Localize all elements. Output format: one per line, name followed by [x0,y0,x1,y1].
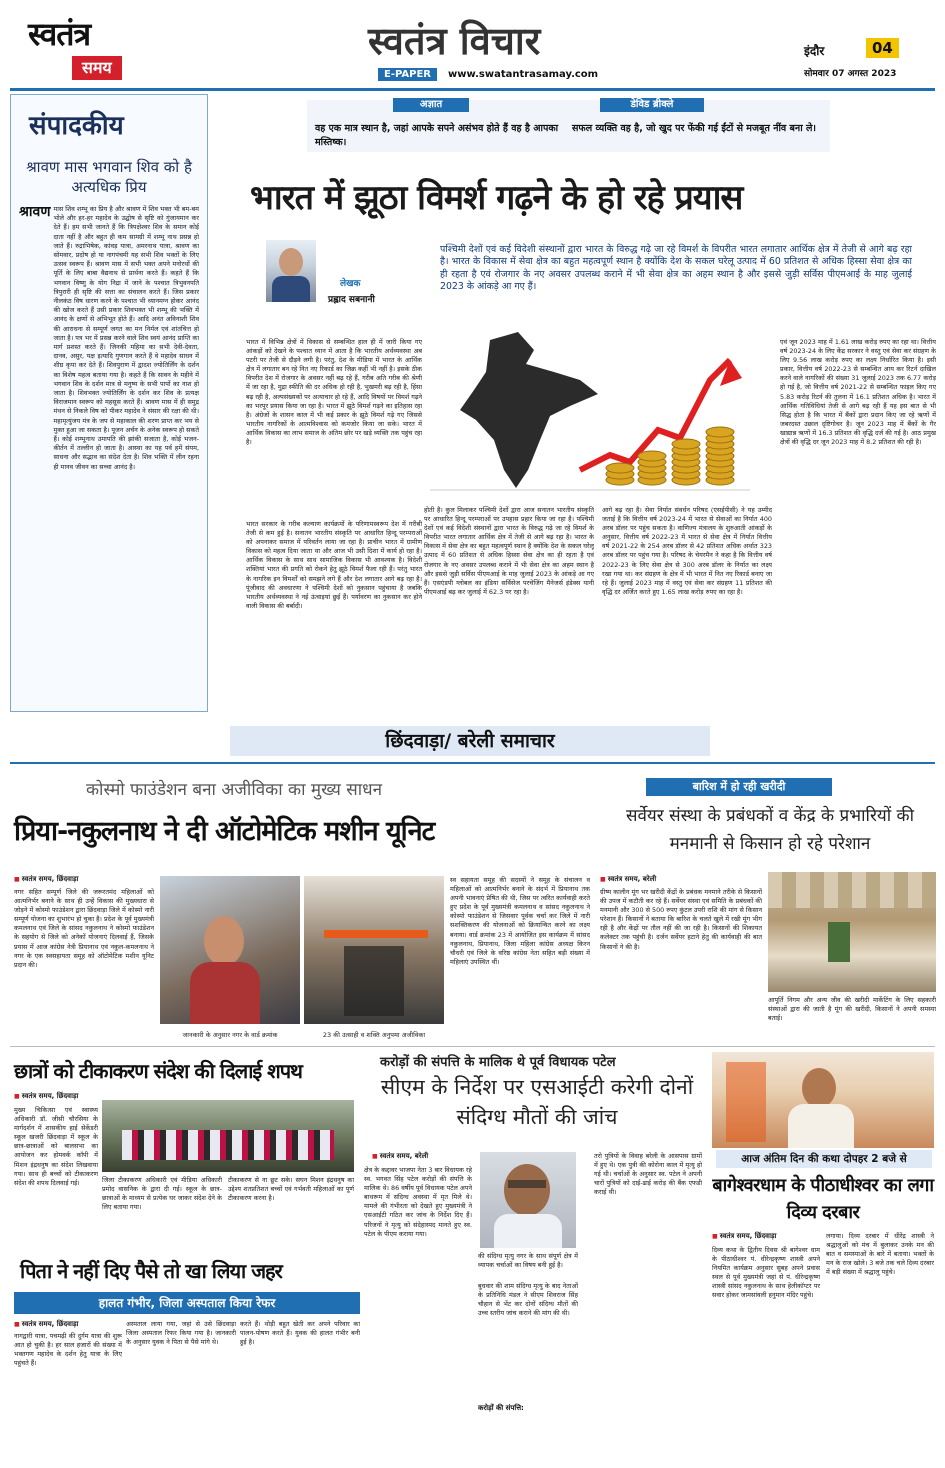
editorial-dropcap: श्रावण [19,205,51,220]
story2-text: ग्रीष्म कालीन मूंग भर खरीदी केंद्रों के प्रबंधक मनमाने तरीके से किसानों की उपज में कटौती कर रहे हैं। सर्वेयर संस्था एवं समिति के प्रबंधकों की मनमानी और 300 से 500 रुपए कुंटल उपरी राशि की मांग से किसान परेशान हैं। किसानों ने बताया कि बारिश के चलते खुले में रखी मूंग भीग रही है और केंद्रों पर तौल नहीं की जा रही है। किसानों की शिकायत कलेक्टर तक पहुंची है। दर्जन सर्वेयर हटाने हेतु की कार्यवाही की बात किसानों ने की है। [600,888,762,951]
masthead-title: स्वतंत्र विचार [368,19,541,63]
author-label: लेखक [340,279,361,289]
main-col-1: भारत में विभिन्न क्षेत्रों में विकास से सम्बन्धित हाल ही में जारी किया गए आंकड़ों को देखने के पश्चात ध्यान में आता है कि भारतीय अर्थव्यवस्था अब पटरी पर तेजी से दौड़ने लगी है। परंतु, देश के मीडिया में भारत के आर्थिक क्षेत्र में लगातार बन रहे नित नए रिकार्ड का जिक्र कहीं भी नहीं है। इसके ठीक विपरीत देश में रोजगार के अवसर नहीं बढ़ रहे हैं, गरीब अति गरीब की श्रेणी में जा रहा है, मुद्रा स्फीति की दर अधिक हो रही है, भुखमरी बढ़ रही है, हिंसा बढ़ रही है, अल्पसंख्यकों पर अत्याचार हो रहे हैं, आदि विषयों पर विमर्श गढ़ने का भरपूर प्रयास किया जा रहा है। भारत में झूठे विमर्श गढ़ने का इतिहास रहा है। अंग्रेजों के शासन काल में भी कई प्रकार के झूठे विमर्श गढ़े गए जिससे भारतीय नागरिकों के आत्मविश्वास को कमजोर किया जा सके। भारत में आर्थिक विकास का लाभ समाज के अंतिम छोर पर खड़े व्यक्ति तक पहुंच रहा है। [246,338,422,447]
section-rule [10,762,935,764]
story1-byline: ■ स्वतंत्र समय, छिंदवाड़ा [14,875,78,884]
story1-photo-2 [304,876,444,1024]
quote-text-1: वह एक मात्र स्थान है, जहां आपके सपने असंभव होते हैं वह है आपका मस्तिष्क। [315,123,559,148]
story5-photo [712,1052,934,1148]
story6-col-1: नागद्वारी यात्रा, पचमढ़ी की दुर्गम यात्रा की शुरू आत हो चुकी है। हर साल हजारों की संख्या में भक्तगण महादेव के दर्शन हेतु यात्रा के लिए पहुंचते हैं। [14,1332,122,1368]
main-col-2: भारत सरकार के गरीब कल्याण कार्यक्रमों के परिणामस्वरूप देश में गरीबी तेजी से कम हुई है। सनातन भारतीय संस्कृति पर आधारित हिन्दू परम्पराओं को अपनाकर समाज में परिवर्तन लाया जा रहा है। प्राचीन भारत में ग्रामीण विकास को महत्व दिया जाता था और आज भी उसी दिशा में कार्य हो रहा है। आर्थिक विकास के साथ साथ सामाजिक विकास भी आवश्यक है। विदेशी शक्तियां भारत की प्रगति को रोकने हेतु झूठे विमर्श फैला रही हैं। परंतु भारत के नागरिक इन विमर्शों को समझने लगे हैं और देश लगातार आगे बढ़ रहा है। पूंजीवाद की अवधारणा ने पश्चिमी देशों को नुकसान पहुंचाया है जबकि भारतीय अर्थव्यवस्था ने नई ऊंचाइयां छुई हैं। पर्यावरण का नुकसान कर होने वाली विकास की बर्बादी। [246,520,422,710]
story2-byline: ■ स्वतंत्र समय, बरेली [600,875,656,884]
story4-col-2: बुधवार की शाम संदिग्ध मृत्यु के बाद नेताओं के प्रतिनिधि मंडल ने सीएम शिवराज सिंह चौहान से भेंट कर दोनों संदिग्ध मौतों की उच्च स्तरीय जांच कराने की मांग की थी। [478,1282,578,1318]
story1-kicker: कोस्मो फाउंडेशन बना अजीविका का मुख्य साधन [86,780,383,800]
row-divider [10,1046,935,1047]
author-photo [266,240,316,302]
quote-author-1: अज्ञात [393,98,469,112]
edition-date: सोमवार 07 अगस्त 2023 [804,69,897,79]
quote-author-2: डेविड ब्रीक्ले [600,98,704,112]
editorial-box [10,94,208,712]
main-col-4: आगे बढ़ रहा है। सेवा निर्यात संवर्धन परिषद (एसईपीसी) ने यह उम्मीद जताई है कि वित्तीय वर्ष 2023-24 में भारत से सेवाओं का निर्यात 400 अरब डॉलर पर पहुंच सकता है। वाणिज्य मंत्रालय के शुरुआती आंकड़ों के अनुसार, वित्तीय वर्ष 2022-23 में भारत से सेवा क्षेत्र में निर्यात वित्तीय वर्ष 2021-22 के 254 अरब डॉलर से 42 प्रतिशत अधिक अर्थात 323 अरब डॉलर पर पहुंच गया है। परिषद के चेयरमैन ने कहा है कि वित्तीय वर्ष 2022-23 के लिए सेवा क्षेत्र से 300 अरब डॉलर के निर्यात का लक्ष्य रखा गया था। कर संग्रहण के क्षेत्र में भी भारत में नित नए रिकार्ड बनाए जा रहे हैं। जुलाई 2023 माह में वस्तु एवं सेवा कर संग्रहण 11 प्रतिशत की वृद्धि दर अर्जित करते हुए 1.65 लाख करोड़ रुपए का रहा है। [602,506,772,596]
story4-headline: सीएम के निर्देश पर एसआईटी करेगी दोनों संदिग्ध मौतों की जांच [380,1075,694,1129]
edition-city: इंदौर [804,44,825,58]
website-link[interactable]: www.swatantrasamay.com [448,69,599,80]
story1-caption-2: 23 की उत्साही व शक्ति अनुपमा अजीविका [322,1031,426,1039]
story5-col-2: लगाया। दिव्य दरबार में धीरेंद्र शास्त्री ने श्रद्धालुओं को मंच में बुलाकर उनके मन की बात व समस्याओं के बारे में बताया। भक्तों के मन के राज खोले। 3 बजे तक चले दिव्य दरबार में बड़ी संख्या में श्रद्धालु पहुंचे। [826,1232,934,1277]
editorial-body [19,205,199,725]
story4-photo-caption: की संदिग्ध मृत्यु नगर के साथ संपूर्ण क्षेत्र में व्यापक चर्चाओं का विषय बनी हुई है। [478,1252,578,1270]
story4-photo [480,1152,576,1248]
story6-subhead: हालत गंभीर, जिला अस्पताल किया रेफर [98,1296,276,1310]
story3-headline: छात्रों को टीकाकरण संदेश की दिलाई शपथ [14,1059,302,1083]
story5-headline: बागेश्वरधाम के पीठाधीश्वर का लगा दिव्य दरबार [712,1175,934,1223]
story4-col3-label: करोड़ों की संपत्ति: [478,1404,524,1412]
story5-tab: आज अंतिम दिन की कथा दोपहर 2 बजे से [716,1150,932,1168]
story3-byline: ■ स्वतंत्र समय, छिंदवाड़ा [14,1092,78,1101]
story6-col-3: करते हैं। थोड़ी बहुत खेती कर अपने परिवार का पालन-पोषण करते हैं। युवक की हालत गंभीर बनी हुई है। [240,1320,360,1347]
story6-col-2: अस्पताल लाया गया, जहां से उसे छिंदवाड़ा जिला अस्पताल रिफर किया गया है। जानकारी के अनुसार युवक ने पिता से पैसे मांगे थे। [126,1320,236,1347]
section-bar [230,726,710,756]
main-deck: पश्चिमी देशों एवं कई विदेशी संस्थानों द्वारा भारत के विरुद्ध गढ़े जा रहे विमर्श के विपरीत भारत लगातार आर्थिक क्षेत्र में तेजी से आगे बढ़ रहा है। भारत के विकास में सेवा क्षेत्र का बहुत महत्वपूर्ण स्थान है क्योंकि देश के सकल घरेलू उत्पाद में 60 प्रतिशत से अधिक हिस्सा सेवा क्षेत्र का ही रहता है एवं रोजगार के नए अवसर उपलब्ध कराने में भी सेवा क्षेत्र का अहम स्थान है और इससे जुड़ी सर्विस पीएमआई के माह जुलाई 2023 के आंकड़े आ गए हैं। [440,244,912,293]
quote-box-2 [566,100,830,152]
story3-col-3: टीकाकरण से ना छूट सके। सघन मिशन इंद्रधनुष का उद्देश्य शतप्रतिशत बच्चों एवं गर्भवती महिलाओं का पूर्ण टीकाकरण करना है। [228,1176,354,1203]
story4-col-1: क्षेत्र के कद्दावर भाजपा नेता 3 बार विधायक रहे स्व. भगवत सिंह पटेल करोड़ों की संपत्ति के मालिक थे। 86 वर्षीय पूर्व विधायक पटेल अपने बाथरूम में संदिग्ध अवस्था में मृत मिले थे। मामले की गंभीरता को देखते हुए मुख्यमंत्री ने एसआईटी गठित कर जांच के निर्देश दिए हैं। परिजनों ने मृत्यु को संदेहास्पद मानते हुए स्व. पटेल के पीएम कराया गया। [364,1166,472,1238]
logo-bottom: समय [72,56,122,80]
page-number: 04 [866,38,899,58]
story1-caption-1: जानकारी के अनुसार नगर के वार्ड क्रमांक [182,1031,278,1039]
story5-col-1: दिव्य कथा के द्वितीय दिवस श्री बागेश्वर धाम के पीठाधीश्वर पं. धीरेन्द्रकृष्ण शास्त्री अपने नियमित कार्यक्रम अनुसार सुबह अपने प्रवास स्थल से पूर्व मुख्यमंत्री जहां से पं. धीरेन्द्रकृष्ण शास्त्री सांसद नकुलनाथ के साथ हेलीकॉप्टर पर सवार होकर जामसांवली हनुमान मंदिर पहुंचे। [712,1246,820,1300]
story2-headline: सर्वेयर संस्था के प्रबंधकों व केंद्र के प्रभारियों की मनमानी से किसान हो रहे परेशान [625,806,915,854]
story3-col-1: मुख्य चिकित्सा एवं स्वास्थ्य अधिकारी डॉ. जीसी चौरसिया के मार्गदर्शन में शासकीय हाई सेकेंडरी स्कूल खजरी छिंदवाड़ा में स्कूल के छात्र-छात्राओं को बालसभा का आयोजन कर होमवर्क कॉपी में मिशन इंद्रधनुष का संदेश लिखवाया गया। साथ ही बच्चों को टीकाकरण संदेश की शपथ दिलवाई गई। [14,1106,98,1187]
story2-photo [768,872,936,992]
main-col-5: एवं जून 2023 माह में 1.61 लाख करोड़ रुपए का रहा था। वित्तीय वर्ष 2023-24 के लिए केंद्र सरकार ने वस्तु एवं सेवा कर संग्रहण के लिए 9.56 लाख करोड़ रुपए का लक्ष्य निर्धारित किया है। इसी प्रकार, वित्तीय वर्ष 2022-23 से सम्बन्धित आय कर रिटर्न दाखिल करने वाले नागरिकों की संख्या 31 जुलाई 2023 तक 6.77 करोड़ हो गई है, जो वित्तीय वर्ष 2021-22 से सम्बन्धित फाइल किए गए 5.83 करोड़ रिटर्न की तुलना में 16.1 प्रतिशत अधिक है। भारत में आर्थिक गतिविधियां तेजी से आगे बढ़ रही हैं यह इस बात से भी सिद्ध होता है कि भारत में बैंकों द्वारा प्रदान किए जा रहे ऋणों में जबरदस्त उछाल दृष्टिगोचर है। जून 2023 माह में बैंकों के गैर खाद्यान्न ऋणों में 16.3 प्रतिशत की वृद्धि दर्ज की गई है। आठ प्रमुख क्षेत्रों की वृद्धि दर जून 2023 माह में 8.2 प्रतिशत की रही है। [780,338,936,447]
logo-top: स्वतंत्र [28,15,91,53]
story6-subhead-bar [14,1292,360,1314]
story1-col-1: नगर सहित सम्पूर्ण जिले की जरूरतमंद महिलाओं को आत्मनिर्भर बनाने के साथ ही उन्हें विकास की मुख्यधारा से जोड़ने में कोस्मो फाउंडेशन द्वारा छिंदवाड़ा जिले में कोस्मो नारी सम्पूर्ण योजना का शुभारंभ हो चुका है। प्रदेश के पूर्व मुख्यमंत्री कमलनाथ एवं जिले के सांसद नकुलनाथ ने कोस्मो फाउंडेशन के सहयोग से जिले को अनेकों योजनाएं दिलवाई हैं, जिसके प्रयास में आज कांग्रेस नेत्री प्रियानाथ एवं नकुल-कमलनाथ ने नगर के एक स्वसहायता समूह को ऑटोमेटिक मशीन यूनिट प्रदान की। [14,888,154,969]
story4-col-3: तरो पुत्रियों के विवाह बरेली के आसपास ग्रामों में हुए थे। एक पुत्री की कोरोना काल में मृत्यु हो गई थी। चर्चाओं के अनुसार स्व. पटेल ने अपनी चारों पुत्रियों को दाई-ढाई करोड़ की बैंक एफडी कराई थी। [594,1152,702,1197]
india-growth-graphic [430,320,750,502]
main-headline: भारत में झूठा विमर्श गढ़ने के हो रहे प्रयास [250,178,743,218]
story4-byline: ■ स्वतंत्र समय, बरेली [372,1152,428,1161]
author-name: प्रह्लाद सबनानी [328,295,375,305]
editorial-text: मास शिव शम्भू का प्रिय है और श्रावण में शिव भक्त भी बम-बम भोले और हर-हर महादेव के उद्घोष से सृष्टि को गुंजायमान कर देते हैं। हम सभी जानते हैं कि त्रिपक्षेश्वर शिव के समान कोई दाता नहीं है और बहुत ही कम सामग्री में शम्भू नाथ प्रसन्न हो जाते हैं। रुद्राभिषेक, कांवड़ यात्रा, अमरनाथ यात्रा, श्रावण का सोमवार, प्रदोष हो या नागपंचमी यह सभी शिव भक्तों के लिए उत्सव स्वरूप हैं। श्रावण मास में सभी भक्त अपने मनोरथों की पूर्ति के लिए बाबा वैद्यनाथ से प्रार्थना करते हैं। कहते हैं कि भगवान विष्णु के योग निद्रा में जाने के पश्चात त्रिभुवनपति त्रिपुरारी ही सृष्टि की सत्ता का संचालन करते हैं। जिस प्रकार नीलकंठ विष धारण करने के पश्चात भी ध्यानमग्न होकर आनंद की खोज करते हैं उसी प्रकार शिवभक्त भी शम्भू की भक्ति में आनंद के क्षणों से अभिभूत होते हैं। आदि अनंत अविनाशी शिव की आराधना से सम्पूर्ण जगत का मन निर्मल एवं शांतचित्त हो जाता है। पत्र भर में प्रसन्न करने वाले शिव स्वयं आनंद प्राप्ति का मार्ग प्रशस्त करते हैं। जिनकी महिमा का सभी देवी-देवता, दानव, असुर, यक्ष इत्यादि गुणगान करते हैं वे महादेव साधन में शीघ्र कृपा कर देते हैं। शिवपुराण में द्वादश ज्योतिर्लिंग के दर्शन का विशेष महत्व बताया गया है। कहते हैं कि सावन के महीने में भगवान शिव के दर्शन मात्र से मनुष्य के सभी पापों का नाश हो जाता है। शिवभक्त ज्योतिर्लिंग के दर्शन कर शिव के प्रत्यक्ष विराजमान स्वरूप को महसूस करते हैं। श्रावण मास में ही समुद्र मंथन से निकले विष को पीकर महादेव ने संसार की रक्षा की थी। महामृत्युंजय मंत्र के जप से महाकाल की शरण प्राप्त कर भय से मुक्त हुआ जा सकता है। पूजन अर्चन के अनेक स्वरूप हो सकते हैं। कोई शम्भूनाथ उमापति की झांकी सजाता है, कोई भजन-कीर्तन में तल्लीन हो जाता है। आस्था का यह पर्व हमें संयम, साधना और सद्भाव का संदेश देता है। शिव भक्ति में लीन रहना ही मानव जीवन का सच्चा आनंद है। [53,205,199,471]
editorial-label: संपादकीय [29,111,124,141]
story6-byline: ■ स्वतंत्र समय, छिंदवाड़ा [14,1320,78,1329]
quote-box-1 [307,100,577,152]
story1-photo-1 [160,876,300,1024]
india-map-chart-illustration [430,320,750,502]
masthead-rule [10,88,935,91]
story2-caption: आपूर्ति निगम और अन्य जीव की खरीदी मार्केटिंग के लिए सहकारी संस्थाओं द्वारा की जाती है मूंग की खरीदी, किसानों ने अपनी समस्या बताई। [768,996,936,1023]
editorial-headline: श्रावण मास भगवान शिव को है अत्यधिक प्रिय [26,158,192,196]
section-bar-title: छिंदवाड़ा/ बरेली समाचार [385,730,555,752]
story1-col-2: स्व सहायता समूह की सदस्यों ने समूह के संचालन व महिलाओं को आत्मनिर्भर बनाने के संदर्भ में प्रियानाथ तक अपनी भावनाएं प्रेषित की थी, जिस पर त्वरित कार्यवाही करते हुए प्रदेश के पूर्व मुख्यमंत्री कमलनाथ व सांसद नकुलनाथ ने कोस्मो फाउंडेशन से जिसवार पूर्वक चर्चा कर जिले में नारी सशक्तिकरण की योजनाओं को क्रियान्वित करने का लक्ष्य बनाया। वार्ड क्रमांक 23 में आयोजित इस कार्यक्रम में सांसद नकुलनाथ, प्रियानाथ, जिला महिला कांग्रेस अध्यक्ष किरन चौधरी एवं जिले के वरिष्ठ कांग्रेस नेता सहित बड़ी संख्या में महिलाएं उपस्थित थीं। [450,876,590,966]
quote-text-2: सफल व्यक्ति वह है, जो खुद पर फेंकी गई ईंटों से मजबूत नींव बना ले। [572,123,817,134]
story5-byline: ■ स्वतंत्र समय, छिंदवाड़ा [712,1232,776,1241]
story4-kicker: करोड़ों की संपत्ति के मालिक थे पूर्व विधायक पटेल [380,1055,616,1070]
story1-headline: प्रिया-नकुलनाथ ने दी ऑटोमेटिक मशीन यूनिट [14,816,435,847]
epaper-label: E-PAPER [378,68,437,81]
story2-tab: बारिश में हो रही खरीदी [646,778,832,796]
main-col-3: होती है। कुल मिलाकर पश्चिमी देशों द्वारा आज सनातन भारतीय संस्कृति पर आधारित हिन्दू परम्पराओं पर उपहास प्रहार किया जा रहा है। पश्चिमी देशों एवं कई विदेशी संस्थानों द्वारा भारत के विरुद्ध गढ़े जा रहे विमर्श के विपरीत भारत लगातार आर्थिक क्षेत्र में तेजी से आगे बढ़ रहा है। भारत के विकास में सेवा क्षेत्र का बहुत महत्वपूर्ण स्थान है क्योंकि देश के सकल घरेलू उत्पाद में 60 प्रतिशत से अधिक हिस्सा सेवा क्षेत्र का ही रहता है एवं रोजगार के नए अवसर उपलब्ध कराने में भी सेवा क्षेत्र का अहम स्थान है और इससे जुड़ी सर्विस पीएमआई के माह जुलाई 2023 के आंकड़े आ गए हैं। एसएंडपी ग्लोबल का इंडिया सर्विसेज परचेजिंग मैनेजर्स इंडेक्स यानी पीएमआई बढ़ कर जुलाई में 62.3 पर रहा है। [424,506,594,596]
story6-headline: पिता ने नहीं दिए पैसे तो खा लिया जहर [20,1259,282,1283]
masthead-logo [28,16,158,86]
story3-col-2: जिला टीकाकरण अधिकारी एवं मीडिया अधिकारी प्रमोद वासनिक के द्वारा दी गई। स्कूल के छात्र-छात्राओं के माध्यम से प्रत्येक घर जाकर संदेश देने के लिए बताया गया। [102,1176,222,1212]
story3-photo [102,1100,354,1172]
